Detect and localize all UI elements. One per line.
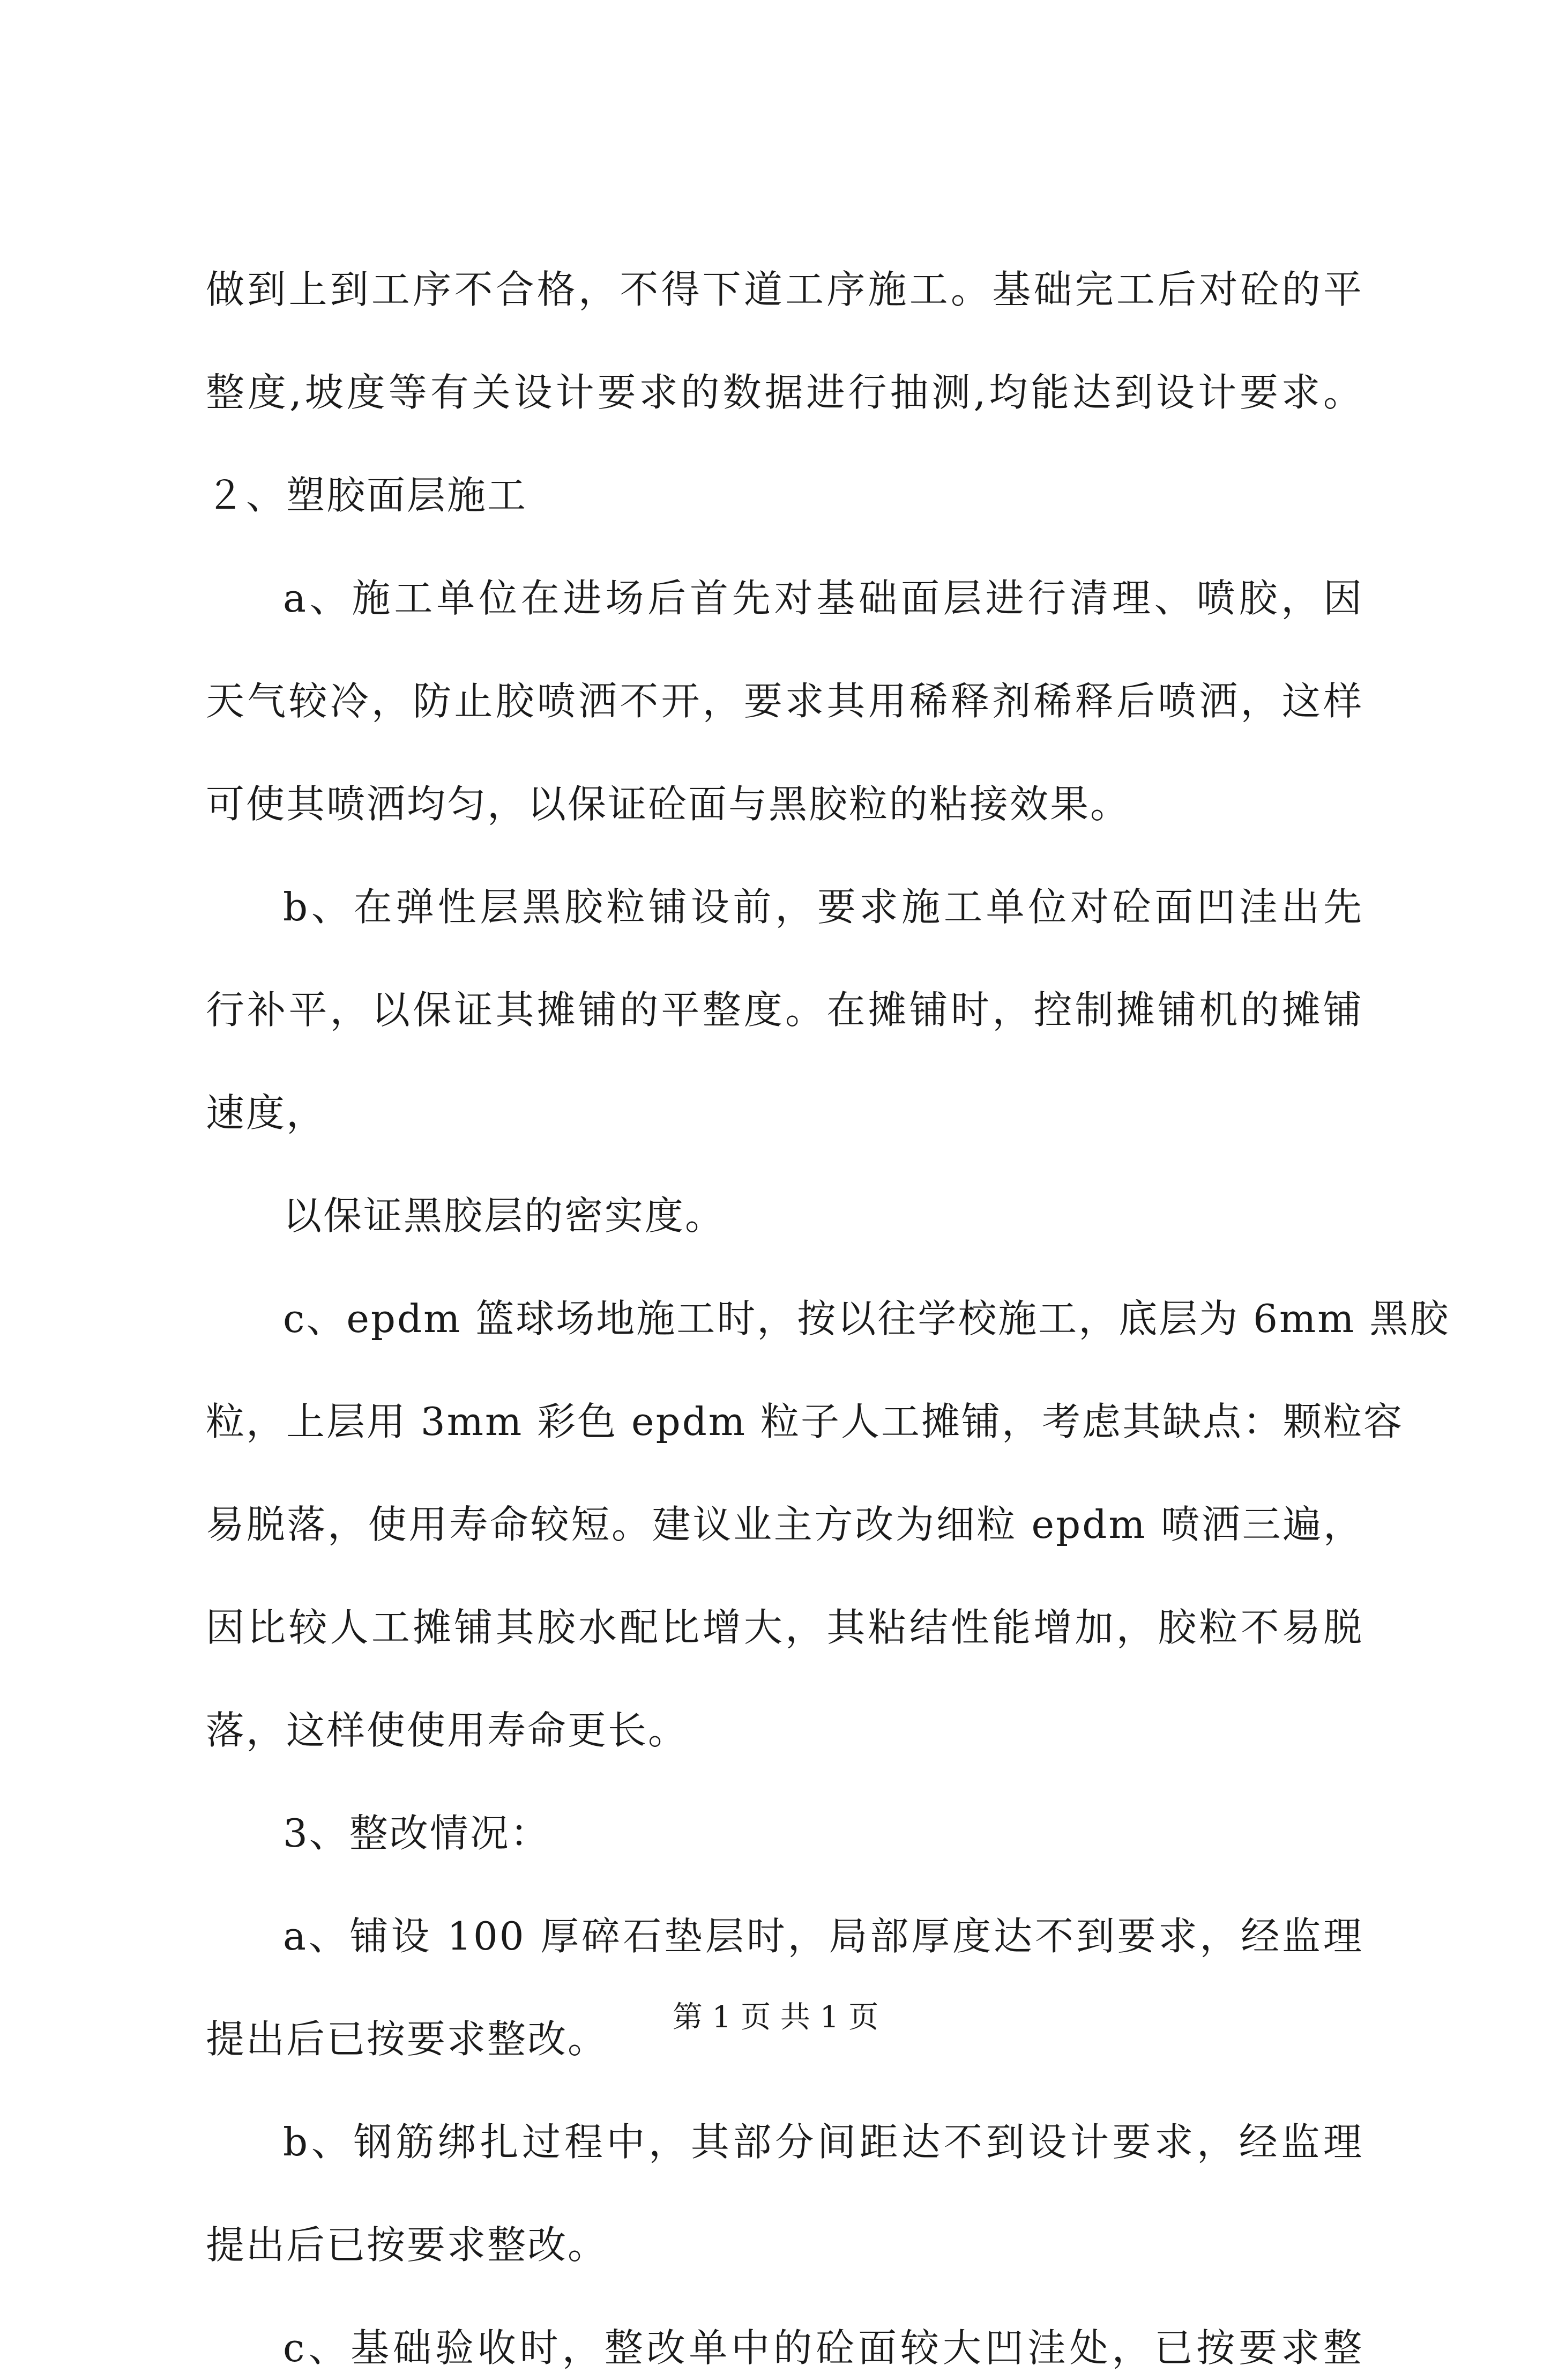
text-line: c、epdm 篮球场地施工时，按以往学校施工，底层为 6mm 黑胶 [283,1296,1450,1341]
text-line: 做到上到工序不合格，不得下道工序施工。基础完工后对砼的平 [206,267,1363,312]
text-line: 粒，上层用 3mm 彩色 epdm 粒子人工摊铺，考虑其缺点：颗粒容 [206,1399,1404,1444]
text-line: 速度， [206,1090,327,1135]
section-heading: ２、塑胶面层施工 [206,473,528,518]
text-line: a、铺设 100 厚碎石垫层时，局部厚度达不到要求，经监理 [283,1914,1363,1959]
text-line: c、基础验收时，整改单中的砼面较大凹洼处，已按要求整 [283,2325,1363,2370]
page-footer: 第 1 页 共 1 页 [672,2000,879,2035]
text-line: a、施工单位在进场后首先对基础面层进行清理、喷胶，因 [283,576,1363,621]
text-line: b、钢筋绑扎过程中，其部分间距达不到设计要求，经监理 [283,2119,1363,2165]
text-line: 落，这样使使用寿命更长。 [206,1708,689,1753]
text-line: 因比较人工摊铺其胶水配比增大，其粘结性能增加，胶粒不易脱 [206,1605,1363,1650]
text-line: 提出后已按要求整改。 [206,2222,608,2267]
text-line: 可使其喷洒均匀，以保证砼面与黑胶粒的粘接效果。 [206,782,1131,827]
text-line: 天气较冷，防止胶喷洒不开，要求其用稀释剂稀释后喷洒，这样 [206,679,1363,724]
text-line: 易脱落，使用寿命较短。建议业主方改为细粒 epdm 喷洒三遍， [206,1502,1363,1547]
text-line: 提出后已按要求整改。 [206,2017,608,2062]
text-line: b、在弹性层黑胶粒铺设前，要求施工单位对砼面凹洼出先 [283,884,1363,929]
text-line: 整度,坡度等有关设计要求的数据进行抽测,均能达到设计要求。 [206,370,1363,415]
text-line: 以保证黑胶层的密实度。 [283,1193,726,1238]
text-line: 行补平，以保证其摊铺的平整度。在摊铺时，控制摊铺机的摊铺 [206,987,1363,1032]
section-heading: 3、整改情况： [283,1811,550,1856]
